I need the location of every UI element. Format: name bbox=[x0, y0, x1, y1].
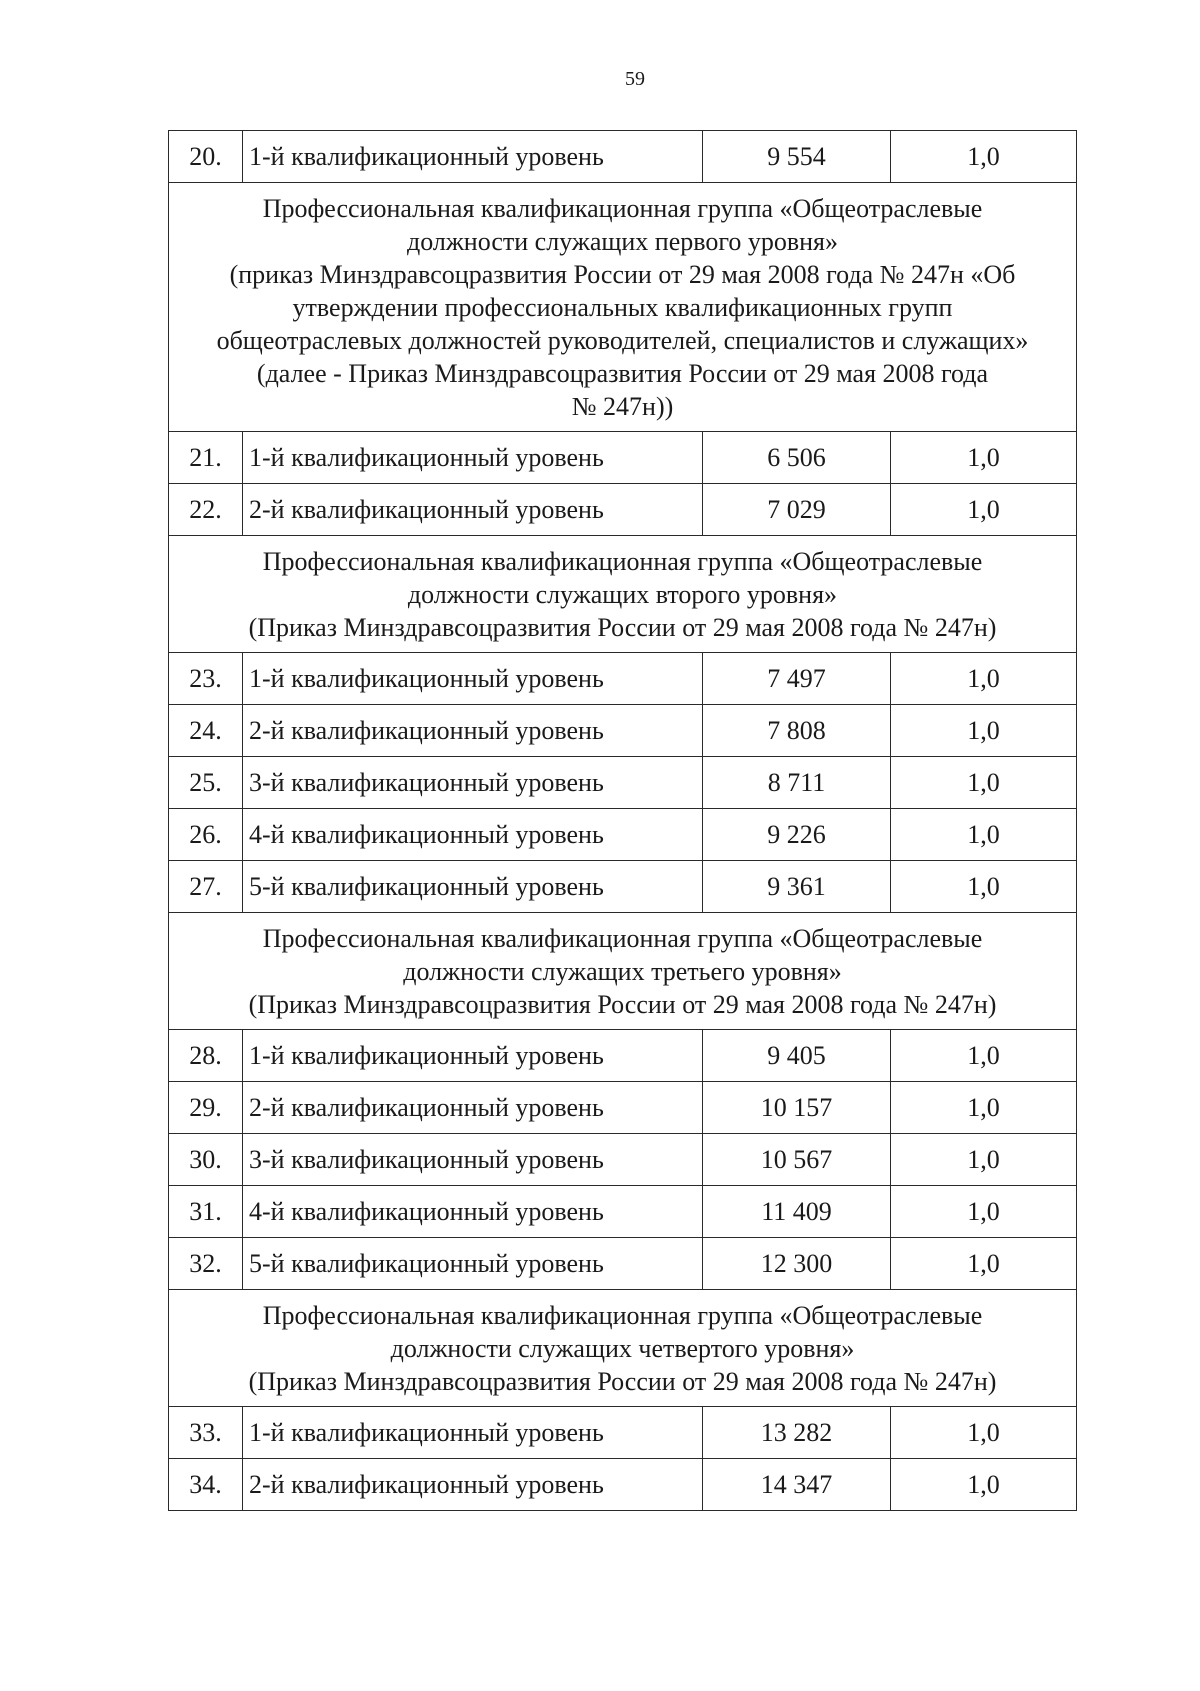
coefficient-cell: 1,0 bbox=[891, 653, 1077, 705]
group-header-line: Профессиональная квалификационная группа «Общеотраслевые bbox=[262, 547, 983, 576]
group-header-cell bbox=[169, 1290, 1077, 1407]
group-header-cell bbox=[169, 536, 1077, 653]
salary-cell: 7 808 bbox=[703, 705, 891, 757]
group-header-line: должности служащих третьего уровня» bbox=[403, 957, 842, 986]
row-number-cell: 31. bbox=[169, 1186, 243, 1238]
qualification-level-cell: 1-й квалификационный уровень bbox=[243, 653, 703, 705]
coefficient-cell: 1,0 bbox=[891, 1186, 1077, 1238]
group-header-cell bbox=[169, 183, 1077, 432]
group-header-row bbox=[169, 183, 1077, 432]
row-number-cell: 33. bbox=[169, 1407, 243, 1459]
table-row bbox=[169, 1186, 1077, 1238]
coefficient-cell: 1,0 bbox=[891, 1459, 1077, 1511]
group-header-line: (приказ Минздравсоцразвития России от 29 мая 2008 года № 247н «Об bbox=[229, 260, 1016, 289]
row-number-cell: 23. bbox=[169, 653, 243, 705]
row-number-cell: 20. bbox=[169, 131, 243, 183]
qualification-level-cell: 2-й квалификационный уровень bbox=[243, 1082, 703, 1134]
row-number-cell: 22. bbox=[169, 484, 243, 536]
table-row bbox=[169, 432, 1077, 484]
group-header-line: (Приказ Минздравсоцразвития России от 29 мая 2008 года № 247н) bbox=[248, 990, 997, 1019]
row-number-cell: 30. bbox=[169, 1134, 243, 1186]
salary-cell: 10 157 bbox=[703, 1082, 891, 1134]
qualification-level-cell: 5-й квалификационный уровень bbox=[243, 861, 703, 913]
qualification-level-cell: 4-й квалификационный уровень bbox=[243, 809, 703, 861]
coefficient-cell: 1,0 bbox=[891, 484, 1077, 536]
salary-cell: 14 347 bbox=[703, 1459, 891, 1511]
qualification-level-cell: 1-й квалификационный уровень bbox=[243, 1030, 703, 1082]
coefficient-cell: 1,0 bbox=[891, 1407, 1077, 1459]
salary-cell: 10 567 bbox=[703, 1134, 891, 1186]
coefficient-cell: 1,0 bbox=[891, 1082, 1077, 1134]
row-number-cell: 21. bbox=[169, 432, 243, 484]
qualification-level-cell: 5-й квалификационный уровень bbox=[243, 1238, 703, 1290]
table-body bbox=[169, 131, 1077, 1511]
group-header-line: должности служащих второго уровня» bbox=[407, 580, 838, 609]
coefficient-cell: 1,0 bbox=[891, 1030, 1077, 1082]
table-row bbox=[169, 1459, 1077, 1511]
group-header-line: Профессиональная квалификационная группа «Общеотраслевые bbox=[262, 1301, 983, 1330]
qualification-level-cell: 3-й квалификационный уровень bbox=[243, 757, 703, 809]
row-number-cell: 28. bbox=[169, 1030, 243, 1082]
row-number-cell: 24. bbox=[169, 705, 243, 757]
table-row bbox=[169, 757, 1077, 809]
coefficient-cell: 1,0 bbox=[891, 705, 1077, 757]
group-header-row bbox=[169, 536, 1077, 653]
salary-table bbox=[168, 130, 1077, 1511]
row-number-cell: 27. bbox=[169, 861, 243, 913]
salary-cell: 11 409 bbox=[703, 1186, 891, 1238]
group-header-line: Профессиональная квалификационная группа «Общеотраслевые bbox=[262, 194, 983, 223]
qualification-level-cell: 3-й квалификационный уровень bbox=[243, 1134, 703, 1186]
row-number-cell: 26. bbox=[169, 809, 243, 861]
table-row bbox=[169, 1238, 1077, 1290]
group-header-line: № 247н)) bbox=[571, 392, 674, 421]
qualification-level-cell: 2-й квалификационный уровень bbox=[243, 705, 703, 757]
salary-cell: 9 361 bbox=[703, 861, 891, 913]
row-number-cell: 29. bbox=[169, 1082, 243, 1134]
salary-cell: 7 029 bbox=[703, 484, 891, 536]
table-row bbox=[169, 484, 1077, 536]
coefficient-cell: 1,0 bbox=[891, 1238, 1077, 1290]
group-header-line: Профессиональная квалификационная группа «Общеотраслевые bbox=[262, 924, 983, 953]
salary-cell: 9 554 bbox=[703, 131, 891, 183]
table-row bbox=[169, 1030, 1077, 1082]
table-row bbox=[169, 653, 1077, 705]
coefficient-cell: 1,0 bbox=[891, 809, 1077, 861]
table-row bbox=[169, 131, 1077, 183]
qualification-level-cell: 2-й квалификационный уровень bbox=[243, 1459, 703, 1511]
salary-cell: 13 282 bbox=[703, 1407, 891, 1459]
coefficient-cell: 1,0 bbox=[891, 861, 1077, 913]
table-row bbox=[169, 809, 1077, 861]
salary-cell: 12 300 bbox=[703, 1238, 891, 1290]
group-header-line: общеотраслевых должностей руководителей, специалистов и служащих» bbox=[216, 326, 1029, 355]
salary-cell: 6 506 bbox=[703, 432, 891, 484]
group-header-line: (Приказ Минздравсоцразвития России от 29 мая 2008 года № 247н) bbox=[248, 613, 997, 642]
qualification-level-cell: 1-й квалификационный уровень bbox=[243, 1407, 703, 1459]
group-header-cell bbox=[169, 913, 1077, 1030]
group-header-line: (далее - Приказ Минздравсоцразвития России от 29 мая 2008 года bbox=[256, 359, 989, 388]
row-number-cell: 34. bbox=[169, 1459, 243, 1511]
qualification-level-cell: 1-й квалификационный уровень bbox=[243, 131, 703, 183]
group-header-line: должности служащих первого уровня» bbox=[406, 227, 839, 256]
table-row bbox=[169, 1407, 1077, 1459]
coefficient-cell: 1,0 bbox=[891, 131, 1077, 183]
qualification-level-cell: 1-й квалификационный уровень bbox=[243, 432, 703, 484]
salary-cell: 8 711 bbox=[703, 757, 891, 809]
page-number: 59 bbox=[625, 68, 645, 90]
coefficient-cell: 1,0 bbox=[891, 757, 1077, 809]
table-row bbox=[169, 1082, 1077, 1134]
qualification-level-cell: 2-й квалификационный уровень bbox=[243, 484, 703, 536]
table-row bbox=[169, 861, 1077, 913]
salary-cell: 7 497 bbox=[703, 653, 891, 705]
coefficient-cell: 1,0 bbox=[891, 432, 1077, 484]
group-header-line: (Приказ Минздравсоцразвития России от 29 мая 2008 года № 247н) bbox=[248, 1367, 997, 1396]
row-number-cell: 32. bbox=[169, 1238, 243, 1290]
group-header-line: должности служащих четвертого уровня» bbox=[390, 1334, 855, 1363]
row-number-cell: 25. bbox=[169, 757, 243, 809]
table-row bbox=[169, 1134, 1077, 1186]
salary-cell: 9 226 bbox=[703, 809, 891, 861]
coefficient-cell: 1,0 bbox=[891, 1134, 1077, 1186]
group-header-line: утверждении профессиональных квалификационных групп bbox=[292, 293, 953, 322]
table-row bbox=[169, 705, 1077, 757]
salary-cell: 9 405 bbox=[703, 1030, 891, 1082]
qualification-level-cell: 4-й квалификационный уровень bbox=[243, 1186, 703, 1238]
group-header-row bbox=[169, 1290, 1077, 1407]
group-header-row bbox=[169, 913, 1077, 1030]
